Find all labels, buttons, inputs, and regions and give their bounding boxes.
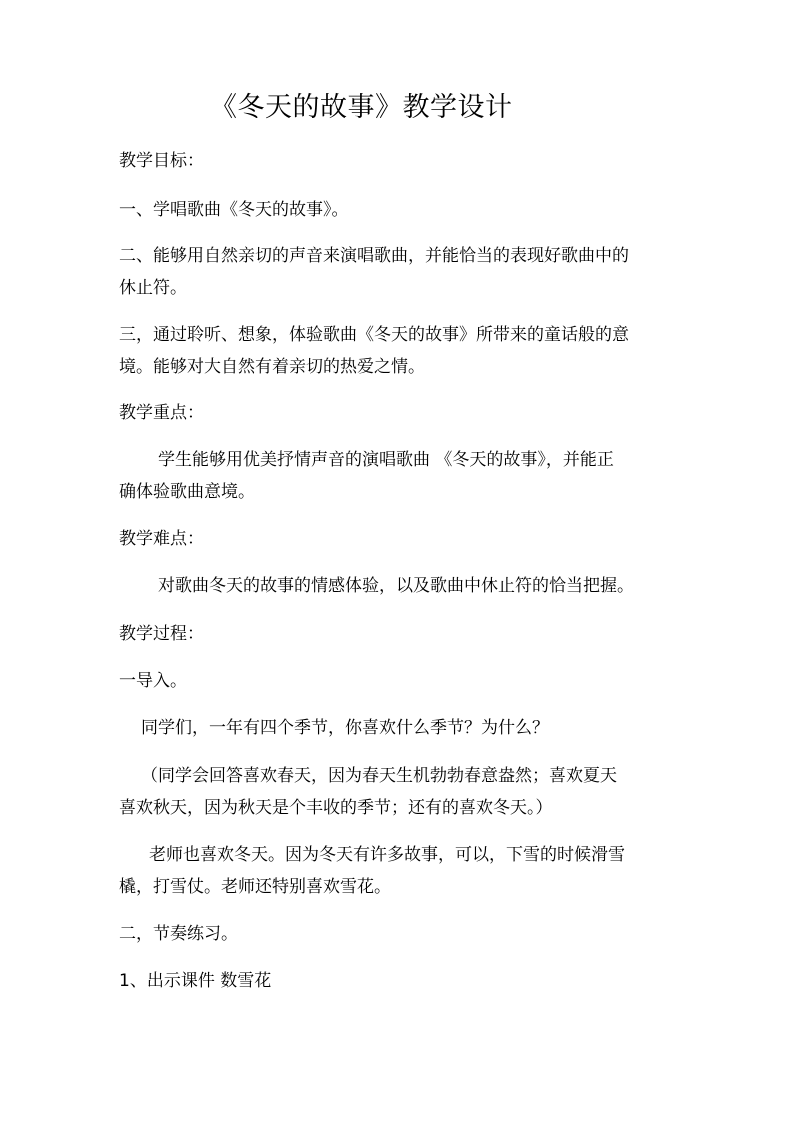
key-points-line-2: 确体验歌曲意境。 [119,482,255,502]
objective-1: 一、学唱歌曲《冬天的故事》。 [119,200,349,220]
heading-teaching-process: 教学过程： [119,624,204,644]
section-intro: 一导入。 [119,671,187,691]
difficulties-text: 对歌曲冬天的故事的情感体验，以及歌曲中休止符的恰当把握。 [158,576,634,596]
objective-2-line-1: 二、能够用自然亲切的声音来演唱歌曲，并能恰当的表现好歌曲中的 [119,246,629,266]
document-title: 《冬天的故事》教学设计 [210,92,513,123]
heading-key-points: 教学重点： [119,403,204,423]
teacher-line-1: 老师也喜欢冬天。因为冬天有许多故事，可以，下雪的时候滑雪 [149,845,625,865]
rhythm-step-1: 1、出示课件 数雪花 [119,971,272,991]
intro-answer-line-1: （同学会回答喜欢春天，因为春天生机勃勃春意盎然；喜欢夏天 [141,766,617,786]
section-rhythm-practice: 二，节奏练习。 [119,924,238,944]
objective-3-line-1: 三，通过聆听、想象，体验歌曲《冬天的故事》所带来的童话般的意 [119,325,629,345]
objective-2-line-2: 休止符。 [119,278,187,298]
heading-difficulties: 教学难点： [119,529,204,549]
key-points-line-1: 学生能够用优美抒情声音的演唱歌曲 《冬天的故事》，并能正 [158,450,614,470]
teacher-line-2: 橇，打雪仗。老师还特别喜欢雪花。 [119,877,391,897]
heading-teaching-objectives: 教学目标： [119,151,204,171]
intro-answer-line-2: 喜欢秋天，因为秋天是个丰收的季节；还有的喜欢冬天。） [119,798,553,818]
intro-question: 同学们，一年有四个季节，你喜欢什么季节？为什么？ [141,718,549,738]
objective-3-line-2: 境。能够对大自然有着亲切的热爱之情。 [119,357,425,377]
